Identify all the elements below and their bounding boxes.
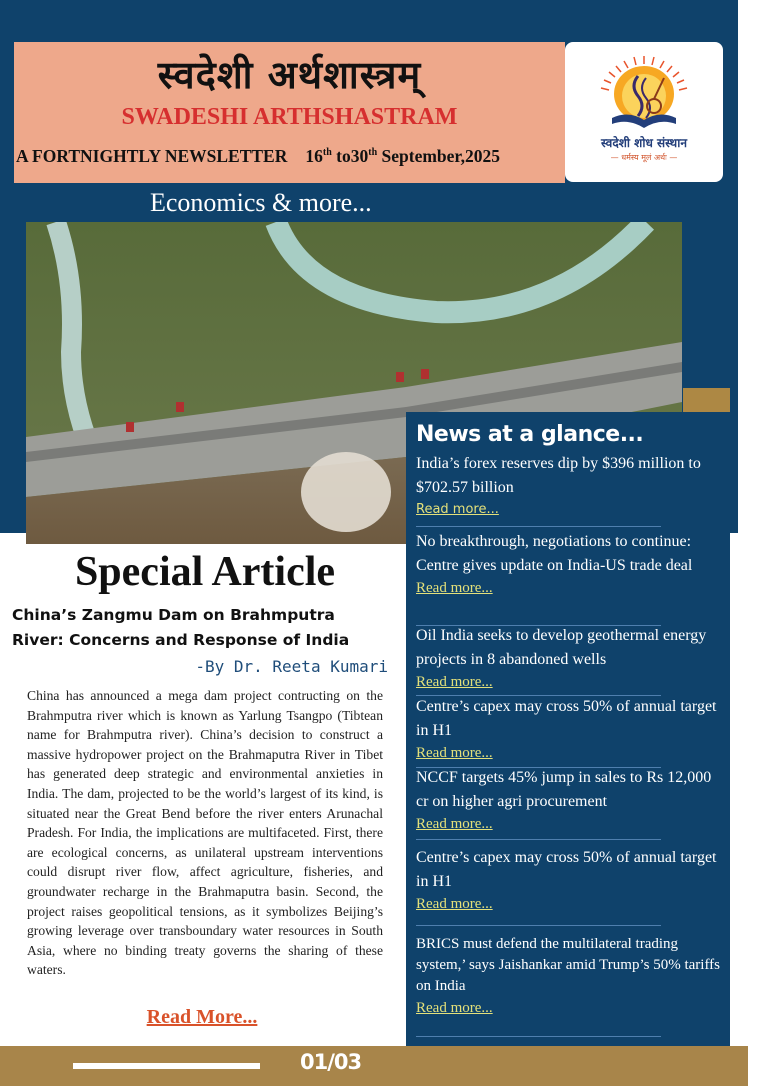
article-byline: -By Dr. Reeta Kumari (195, 657, 388, 676)
news-at-a-glance-panel (406, 412, 730, 1046)
news-item (416, 934, 722, 1019)
article-read-more-link[interactable]: Read More... (146, 1006, 258, 1028)
news-headline: NCCF targets 45% jump in sales to Rs 12,000 cr on higher agri procurement (416, 769, 712, 810)
masthead-title-english: SWADESHI ARTHSHASTRAM (121, 104, 458, 130)
news-item (416, 624, 722, 693)
news-read-more-link[interactable]: Read more... (416, 745, 493, 761)
news-item (416, 530, 722, 599)
sun-veena-book-logo-icon (594, 54, 694, 134)
news-headline: BRICS must defend the multilateral trading system,’ says Jaishankar amid Trump’s 50% tariffs on India (416, 936, 721, 994)
divider (416, 925, 661, 926)
newsletter-frequency: A FORTNIGHTLY NEWSLETTER (16, 146, 288, 166)
masthead-banner (14, 42, 565, 183)
issue-date: 16th to30th September,2025 (305, 146, 500, 166)
page-number: 01/03 (300, 1050, 362, 1074)
section-label: Special Article (74, 549, 336, 595)
logo-org-name: स्वदेशी शोध संस्थान (601, 136, 687, 150)
footer-bar (0, 1046, 748, 1086)
news-item (416, 695, 722, 764)
news-item (416, 766, 722, 835)
logo-motto: — धर्मस्य मूलं अर्थः — (610, 153, 678, 162)
news-headline: Oil India seeks to develop geothermal energy projects in 8 abandoned wells (416, 627, 707, 668)
news-read-more-link[interactable]: Read more... (416, 674, 493, 690)
news-item (416, 846, 722, 915)
news-headline: India’s forex reserves dip by $396 million to $702.57 billion (416, 455, 701, 496)
divider (416, 839, 661, 840)
masthead-subtitle-row (16, 146, 500, 167)
news-headline: Centre’s capex may cross 50% of annual target in H1 (416, 849, 717, 890)
article-title: China’s Zangmu Dam on Brahmputra River: Concerns and Response of India (12, 606, 350, 649)
news-headline: Centre’s capex may cross 50% of annual target in H1 (416, 698, 717, 739)
news-heading: News at a glance... (416, 422, 644, 447)
news-read-more-link[interactable]: Read more... (416, 896, 493, 912)
news-item (416, 452, 722, 521)
news-read-more-link[interactable]: Read more... (416, 816, 493, 832)
organization-logo (565, 42, 723, 182)
masthead-title-hindi: स्वदेशी अर्थशास्त्रम् (157, 52, 422, 97)
news-read-more-link[interactable]: Read more... (416, 1000, 493, 1016)
divider (416, 526, 661, 527)
news-headline: No breakthrough, negotiations to continue: Centre gives update on India-US trade deal (416, 533, 693, 574)
tagline: Economics & more... (150, 188, 372, 217)
news-read-more-link[interactable]: Read more... (416, 502, 499, 517)
article-body: China has announced a mega dam project contructing on the Brahmputra river which is known as Yarlung Tsangpo (Tibtean name for Brahmputra river). China’s decision to construct a massive hydropower project on the Brahmaputra River in Tibet has generated deep strategic and environmental anxieties in India. The dam, projected to be the world’s largest of its kind, is situated near the Great Bend before the river enters Arunachal Pradesh. For India, the implications are multifaceted. First, there are ecological concerns, as unilateral upstream interventions could disrupt river flow, affect agriculture, fisheries, and groundwater recharge in the Brahmaputra basin. Second, the project raises geopolitical tensions, as it symbolizes Beijing’s growing leverage over transboundary water resources in South Asia, where no binding treaty governs the sharing of these waters. (27, 688, 383, 978)
divider (416, 1036, 661, 1037)
news-read-more-link[interactable]: Read more... (416, 580, 493, 596)
footer-decorative-line (73, 1063, 260, 1069)
